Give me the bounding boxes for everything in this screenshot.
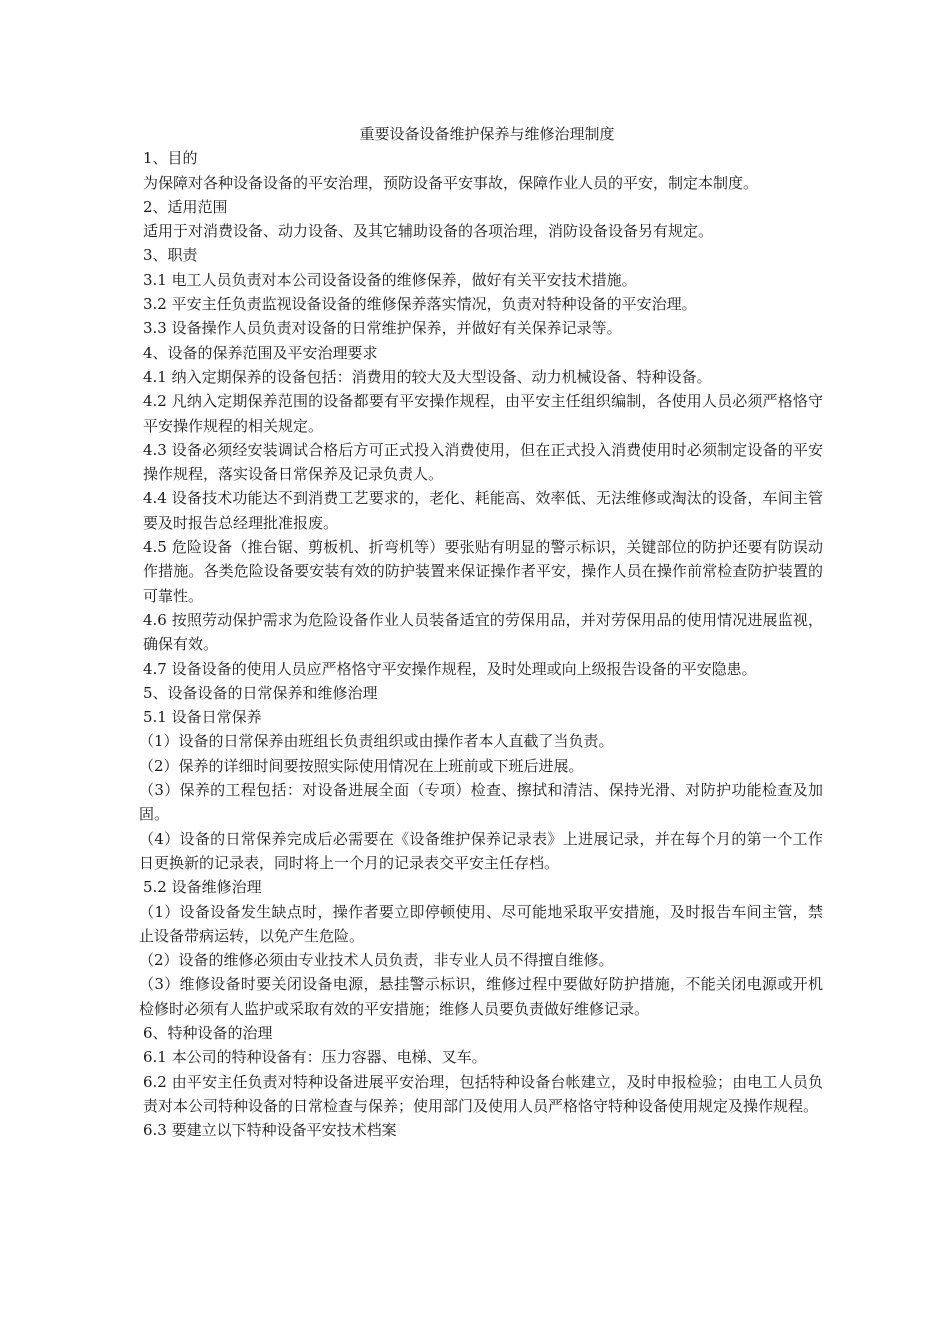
section-heading: 6、特种设备的治理 [143, 1023, 273, 1042]
section-heading: 1、目的 [143, 149, 198, 168]
list-item: （1）设备的日常保养由班组长负责组织或由操作者本人直截了当负责。 [139, 732, 614, 751]
paragraph: 4.6 按照劳动保护需求为危险设备作业人员装备适宜的劳保用品，并对劳保用品的使用情况进展监视，确保有效。 [143, 610, 823, 654]
list-item: （1）设备设备发生缺点时，操作者要立即停顿使用、尽可能地采取平安措施，及时报告车间主管，禁止设备带病运转，以免产生危险。 [139, 902, 823, 945]
paragraph: 4.1 纳入定期保养的设备包括：消费用的较大及大型设备、动力机械设备、特种设备。 [143, 367, 712, 386]
section-heading: 3、职责 [143, 246, 198, 265]
document-title: 重要设备设备维护保养与维修治理制度 [359, 125, 615, 143]
list-item: （3）保养的工程包括：对设备进展全面（专项）检查、擦拭和清洁、保持光滑、对防护功能检查及加固。 [139, 781, 823, 824]
section-heading: 4、设备的保养范围及平安治理要求 [143, 343, 378, 362]
paragraph: 6.3 要建立以下特种设备平安技术档案 [143, 1121, 397, 1140]
section-heading: 5、设备设备的日常保养和维修治理 [143, 683, 378, 702]
document-body [139, 122, 823, 1142]
list-item: （4）设备的日常保养完成后必需要在《设备维护保养记录表》上进展记录，并在每个月的第一个工作日更换新的记录表，同时将上一个月的记录表交平安主任存档。 [139, 829, 823, 872]
paragraph: 3.2 平安主任负责监视设备设备的维修保养落实情况，负责对特种设备的平安治理。 [143, 295, 697, 314]
list-item: （3）维修设备时要关闭设备电源，悬挂警示标识，维修过程中要做好防护措施，不能关闭电源或开机检修时必须有人监护或采取有效的平安措施；维修人员要负责做好维修记录。 [139, 975, 823, 1018]
paragraph: 为保障对各种设备设备的平安治理，预防设备平安事故，保障作业人员的平安，制定本制度。 [143, 173, 759, 192]
paragraph: 6.1 本公司的特种设备有：压力容器、电梯、叉车。 [143, 1048, 487, 1067]
paragraph: 适用于对消费设备、动力设备、及其它辅助设备的各项治理，消防设备设备另有规定。 [143, 222, 714, 241]
subsection-heading: 5.2 设备维修治理 [143, 878, 262, 897]
section-heading: 2、适用范围 [143, 197, 228, 216]
paragraph: 4.2 凡纳入定期保养范围的设备都要有平安操作规程，由平安主任组织编制，各使用人员必须严格恪守平安操作规程的相关规定。 [143, 392, 823, 435]
paragraph: 6.2 由平安主任负责对特种设备进展平安治理，包括特种设备台帐建立，及时申报检验；由电工人员负责对本公司特种设备的日常检查与保养；使用部门及使用人员严格恪守特种设备使用规定及操作规程。 [143, 1072, 823, 1115]
subsection-heading: 5.1 设备日常保养 [143, 708, 262, 727]
paragraph: 4.5 危险设备（推台锯、剪板机、折弯机等）要张贴有明显的警示标识，关键部位的防护还要有防误动作措施。各类危险设备要安装有效的防护装置来保证操作者平安，操作人员在操作前常检查防护装置的可靠性。 [143, 538, 823, 605]
paragraph: 4.3 设备必须经安装调试合格后方可正式投入消费使用，但在正式投入消费使用时必须制定设备的平安操作规程，落实设备日常保养及记录负责人。 [143, 440, 823, 484]
paragraph: 3.3 设备操作人员负责对设备的日常维护保养，并做好有关保养记录等。 [143, 319, 622, 338]
list-item: （2）保养的详细时间要按照实际使用情况在上班前或下班后进展。 [139, 756, 584, 775]
paragraph: 4.7 设备设备的使用人员应严格恪守平安操作规程，及时处理或向上级报告设备的平安隐患。 [143, 659, 757, 678]
paragraph: 4.4 设备技术功能达不到消费工艺要求的，老化、耗能高、效率低、无法维修或淘汰的设备，车间主管要及时报告总经理批准报废。 [143, 489, 823, 532]
list-item: （2）设备的维修必须由专业技术人员负责，非专业人员不得擅自维修。 [139, 951, 614, 970]
paragraph: 3.1 电工人员负责对本公司设备设备的维修保养，做好有关平安技术措施。 [143, 270, 637, 289]
